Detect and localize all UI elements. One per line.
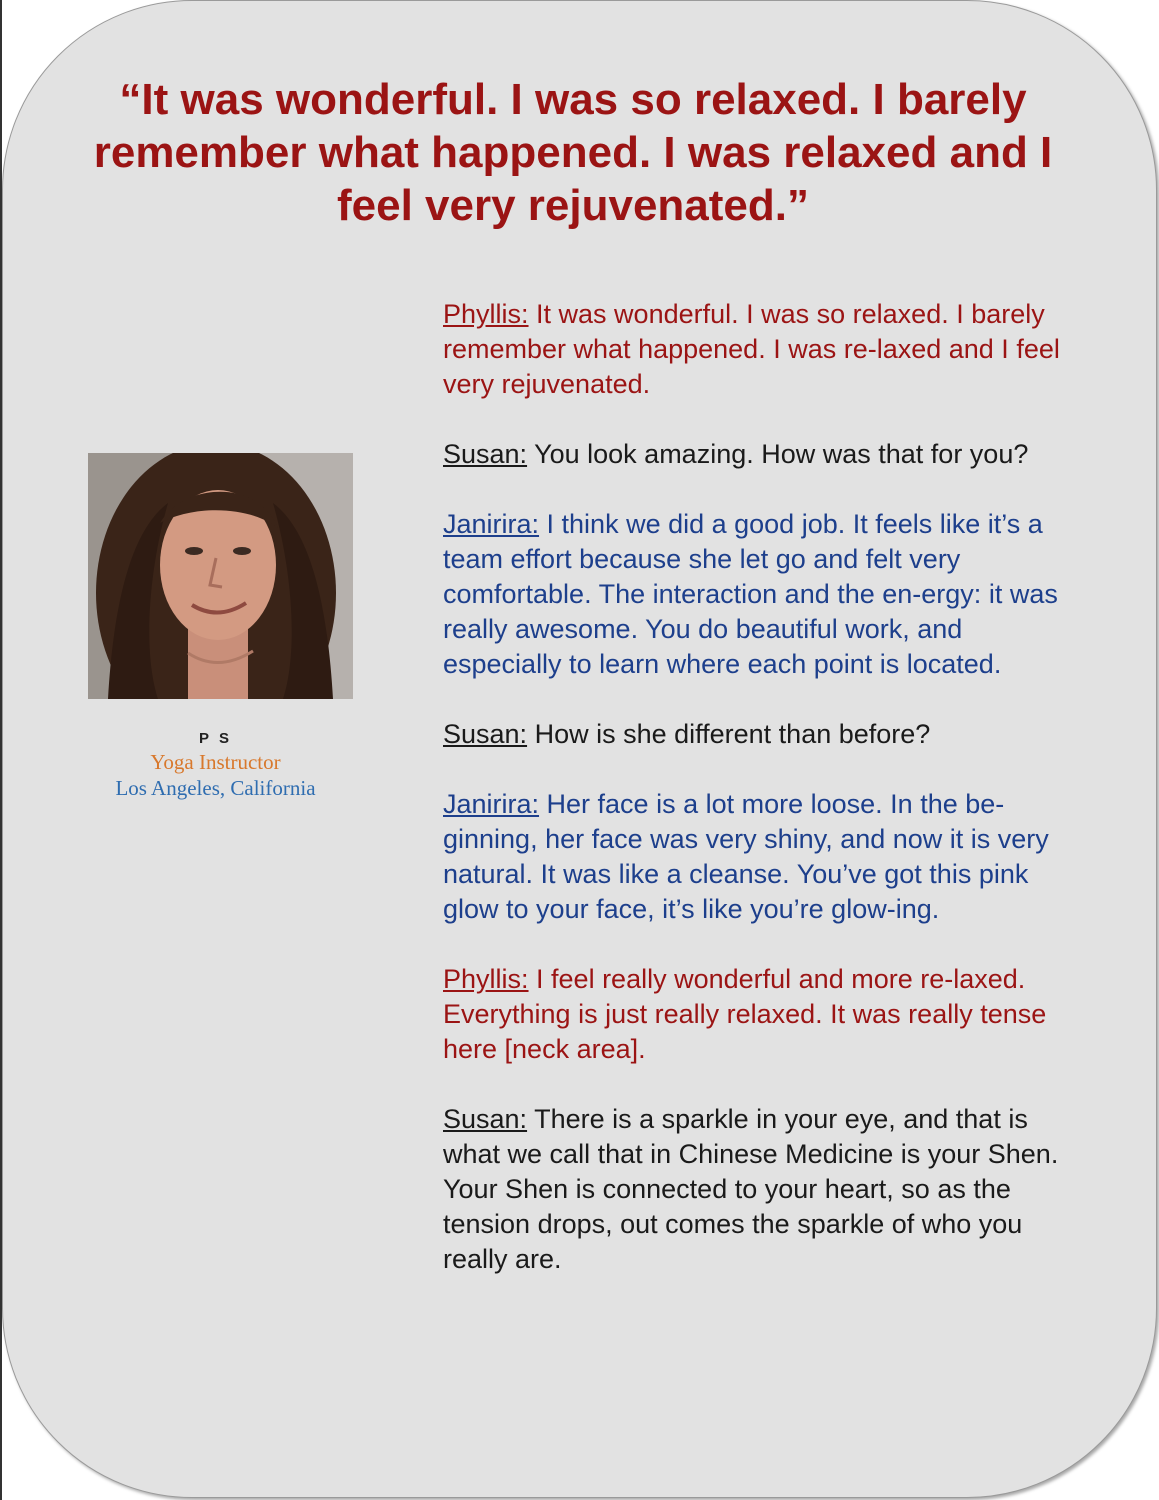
speaker-name: Susan: (443, 719, 528, 749)
portrait-photo (88, 453, 353, 699)
dialogue-text: You look amazing. How was that for you? (527, 439, 1029, 469)
dialogue-text: I think we did a good job. It feels like it’s a team effort because she let go and felt very comfortable. The interaction and the en-ergy: it was really awesome. You do beautiful work, and especially to learn where each point is located. (443, 509, 1058, 679)
speaker-name: Phyllis: (443, 964, 529, 994)
profile-occupation: Yoga Instructor (150, 750, 281, 774)
dialogue-entry-susan (443, 437, 1083, 472)
dialogue-entry-susan (443, 1102, 1083, 1277)
dialogue-text: There is a sparkle in your eye, and that is what we call that in Chinese Medicine is your Shen. Your Shen is connected to your heart, so as the tension drops, out comes the sparkle of who you really are. (443, 1104, 1059, 1274)
dialogue-list (443, 297, 1083, 1312)
testimonial-card (2, 0, 1157, 1498)
profile-location: Los Angeles, California (115, 776, 316, 800)
dialogue-text: Her face is a lot more loose. In the be-ginning, her face was very shiny, and now it is very natural. It was like a cleanse. You’ve got this pink glow to your face, it’s like you’re glow-ing. (443, 789, 1049, 924)
speaker-name: Janirira: (443, 509, 540, 539)
dialogue-text: It was wonderful. I was so relaxed. I barely remember what happened. I was re-laxed and I feel very rejuvenated. (443, 299, 1060, 399)
dialogue-entry-phyllis (443, 297, 1083, 402)
speaker-name: Phyllis: (443, 299, 529, 329)
headline-quote: “It was wonderful. I was so relaxed. I barely remember what happened. I was relaxed and I feel very rejuvenated.” (93, 75, 1053, 230)
dialogue-text: How is she different than before? (527, 719, 931, 749)
dialogue-text: I feel really wonderful and more re-laxed. Everything is just really relaxed. It was really tense here [neck area]. (443, 964, 1047, 1064)
dialogue-entry-susan (443, 717, 1083, 752)
dialogue-entry-phyllis (443, 962, 1083, 1067)
profile-caption (63, 729, 368, 801)
profile-initials: P S (199, 730, 232, 747)
speaker-name: Janirira: (443, 789, 540, 819)
speaker-name: Susan: (443, 439, 528, 469)
dialogue-entry-janirira (443, 787, 1083, 927)
portrait-illustration (88, 453, 353, 699)
dialogue-entry-janirira (443, 507, 1083, 682)
speaker-name: Susan: (443, 1104, 528, 1134)
